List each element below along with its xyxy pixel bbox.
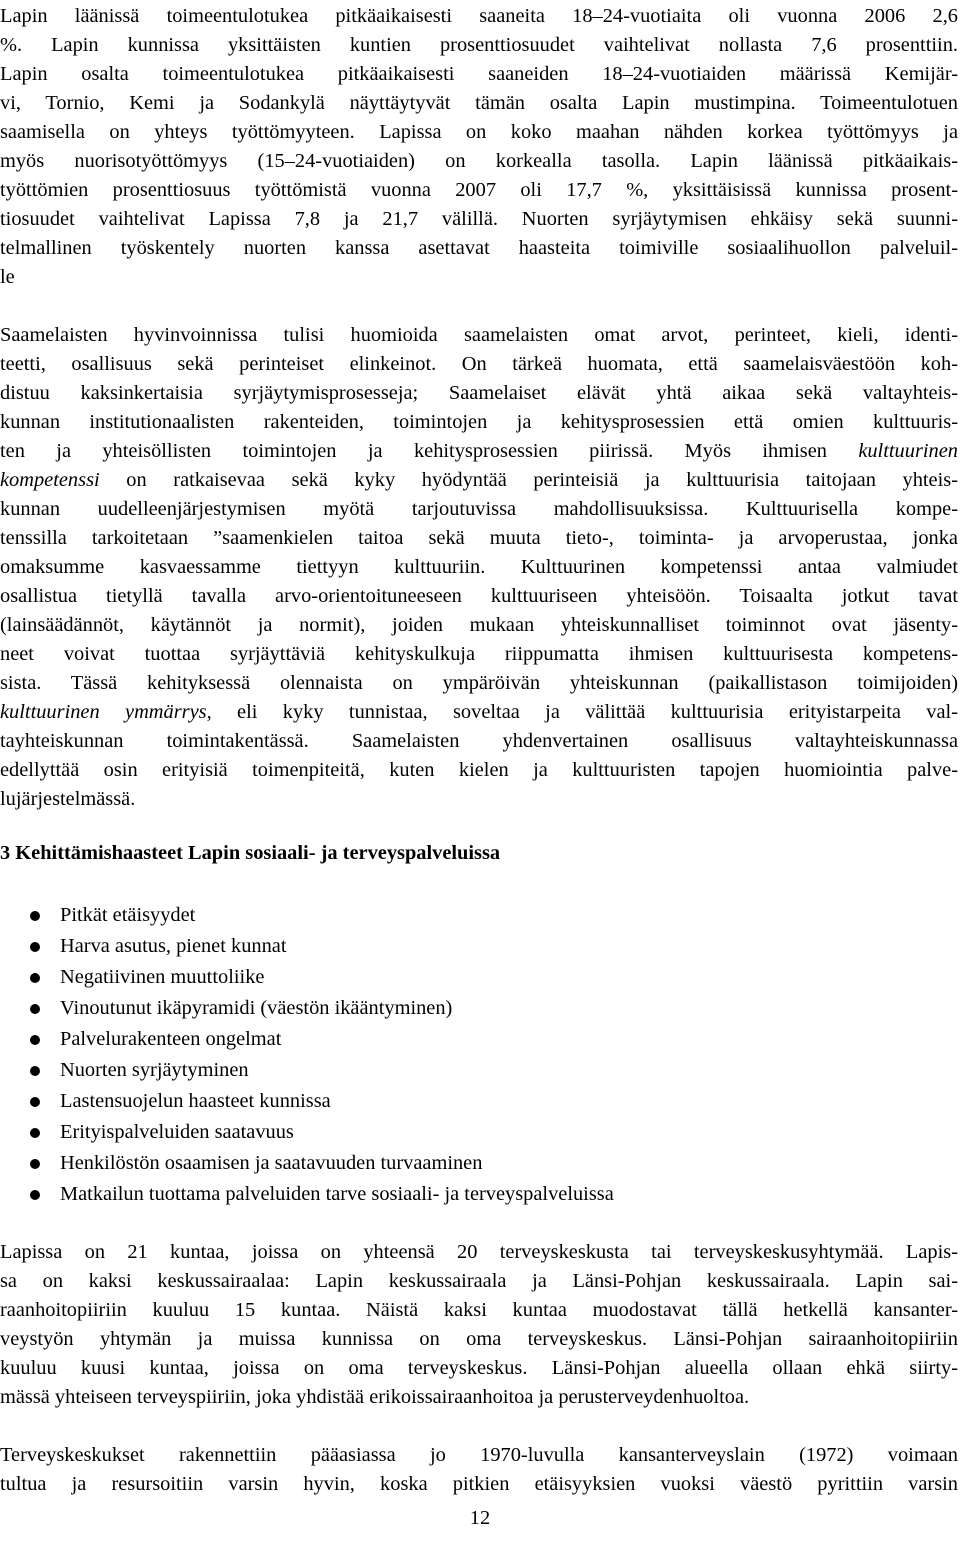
text-line: sa on kaksi keskussairaalaa: Lapin keskussairaala ja Länsi-Pohjan keskussairaala. Lapin sai- (0, 1270, 958, 1292)
text-line (0, 439, 958, 463)
text-line: (lainsäädännöt, käytännöt ja normit), joiden mukaan yhteiskunnalliset toiminnot ovat jäsenty- (0, 614, 958, 636)
italic-term: kulttuurinen ymmärrys (0, 701, 207, 723)
text-line: teetti, osallisuus sekä perinteiset elinkeinot. On tärkeä huomata, että saamelaisväestöön koh- (0, 353, 958, 375)
page-number: 12 (469, 1507, 491, 1529)
text-line: veystyön yhtymän ja muissa kunnissa on oma terveyskeskus. Länsi-Pohjan sairaanhoitopiiriin (0, 1328, 958, 1350)
italic-term: kompetenssi (0, 469, 100, 491)
bullet-icon (30, 1128, 40, 1138)
text-line: Saamelaisten hyvinvoinnissa tulisi huomioida saamelaisten omat arvot, perinteet, kieli, identi- (0, 324, 958, 346)
list-item-label: Erityispalveluiden saatavuus (60, 1121, 294, 1143)
text-line: vi, Tornio, Kemi ja Sodankylä näyttäytyvät tämän osalta Lapin mustimpina. Toimeentulotuen (0, 92, 958, 114)
list-item-label: Lastensuojelun haasteet kunnissa (60, 1090, 331, 1112)
text-line: Lapin läänissä toimeentulotukea pitkäaikaisesti saaneita 18–24-vuotiaita oli vuonna 2006 2,6 (0, 5, 958, 27)
bullet-icon (30, 1035, 40, 1045)
text-line: sista. Tässä kehityksessä olennaista on ympäröivän yhteiskunnan (paikallistason toimijoiden) (0, 672, 958, 694)
text-line: tultua ja resursoitiin varsin hyvin, koska pitkien etäisyyksien vuoksi väestö pyrittiin varsin (0, 1473, 958, 1495)
list-item-label: Vinoutunut ikäpyramidi (väestön ikääntyminen) (60, 997, 453, 1019)
text-line: Lapissa on 21 kuntaa, joissa on yhteensä 20 terveyskeskusta tai terveyskeskusyhtymää. Lapis- (0, 1241, 958, 1263)
text-line: telmallinen työskentely nuorten kanssa asettavat haasteita toimiville sosiaalihuollon palveluil- (0, 237, 958, 259)
text-line: tenssilla tarkoitetaan ”saamenkielen taitoa sekä muuta tieto-, toiminta- ja arvoperustaa, jonka (0, 527, 958, 549)
list-item-label: Harva asutus, pienet kunnat (60, 935, 287, 957)
text-line: le (0, 266, 15, 288)
text-run: on ratkaisevaa sekä kyky hyödyntää perinteisiä ja kulttuurisia taitojaan yhteis- (99, 469, 958, 491)
text-line: kuuluu kuusi kuntaa, joissa on oma terveyskeskus. Länsi-Pohjan alueella ollaan ehkä siirty- (0, 1357, 958, 1379)
italic-term: kulttuurinen (858, 440, 958, 462)
bullet-icon (30, 942, 40, 952)
bullet-icon (30, 911, 40, 921)
text-line: %. Lapin kunnissa yksittäisten kuntien prosenttiosuudet vaihtelivat nollasta 7,6 prosenttiin. (0, 34, 958, 56)
text-line: myös nuorisotyöttömyys (15–24-vuotiaiden) on korkealla tasolla. Lapin läänissä pitkäaikais- (0, 150, 958, 172)
text-line: työttömien prosenttiosuus työttömistä vuonna 2007 oli 17,7 %, yksittäisissä kunnissa prosent- (0, 179, 958, 201)
text-line: tiosuudet vaihtelivat Lapissa 7,8 ja 21,7 välillä. Nuorten syrjäytymisen ehkäisy sekä suunni- (0, 208, 958, 230)
section-heading: 3 Kehittämishaasteet Lapin sosiaali- ja terveyspalveluissa (0, 842, 501, 864)
text-line: kunnan institutionaalisten rakenteiden, toimintojen ja kehitysprosessien että omien kulttuuris- (0, 411, 958, 433)
bullet-icon (30, 1097, 40, 1107)
text-line: Lapin osalta toimeentulotukea pitkäaikaisesti saaneiden 18–24-vuotiaiden määrissä Kemijär- (0, 63, 958, 85)
text-run: , eli kyky tunnistaa, soveltaa ja välittää kulttuurisia erityistarpeita val- (206, 701, 958, 723)
text-line: distuu kaksinkertaisia syrjäytymisprosesseja; Saamelaiset elävät yhtä aikaa sekä valtayhteis- (0, 382, 958, 404)
text-line: neet voivat tuottaa syrjäyttäviä kehityskulkuja riippumatta ihmisen kulttuurisesta kompetens- (0, 643, 958, 665)
text-line: omaksumme kasvaessamme tiettyyn kulttuuriin. Kulttuurinen kompetenssi antaa valmiudet (0, 556, 958, 578)
text-line: lujärjestelmässä. (0, 788, 136, 810)
bullet-icon (30, 1190, 40, 1200)
bullet-icon (30, 1159, 40, 1169)
text-line: osallistua tietyllä tavalla arvo-orientoituneeseen kulttuuriseen yhteisöön. Toisaalta jotkut tavat (0, 585, 958, 607)
text-line: edellyttää osin erityisiä toimenpiteitä, kuten kielen ja kulttuuristen tapojen huomiointia palve- (0, 759, 958, 781)
list-item-label: Negatiivinen muuttoliike (60, 966, 265, 988)
list-item-label: Nuorten syrjäytyminen (60, 1059, 249, 1081)
text-line: saamisella on yhteys työttömyyteen. Lapissa on koko maahan nähden korkea työttömyys ja (0, 121, 958, 143)
text-line (0, 468, 958, 492)
text-line: kunnan uudelleenjärjestymisen myötä tarjoutuvissa mahdollisuuksissa. Kulttuurisella kompe- (0, 498, 958, 520)
bullet-icon (30, 973, 40, 983)
text-line: Terveyskeskukset rakennettiin pääasiassa jo 1970-luvulla kansanterveyslain (1972) voimaan (0, 1444, 958, 1466)
text-line (0, 700, 958, 724)
text-line: raanhoitopiiriin kuuluu 15 kuntaa. Näistä kaksi kuntaa muodostavat tällä hetkellä kansanter- (0, 1299, 958, 1321)
list-item-label: Matkailun tuottama palveluiden tarve sosiaali- ja terveyspalveluissa (60, 1183, 614, 1205)
text-line: mässä yhteiseen terveyspiiriin, joka yhdistää erikoissairaanhoitoa ja perusterveydenhuoltoa. (0, 1386, 750, 1408)
text-line: tayhteiskunnan toimintakentässä. Saamelaisten yhdenvertainen osallisuus valtayhteiskunnassa (0, 730, 958, 752)
bullet-icon (30, 1066, 40, 1076)
list-item-label: Pitkät etäisyydet (60, 904, 196, 926)
bullet-icon (30, 1004, 40, 1014)
list-item-label: Palvelurakenteen ongelmat (60, 1028, 282, 1050)
list-item-label: Henkilöstön osaamisen ja saatavuuden turvaaminen (60, 1152, 483, 1174)
text-run: ten ja yhteisöllisten toimintojen ja kehitysprosessien piirissä. Myös ihmisen (0, 440, 859, 462)
